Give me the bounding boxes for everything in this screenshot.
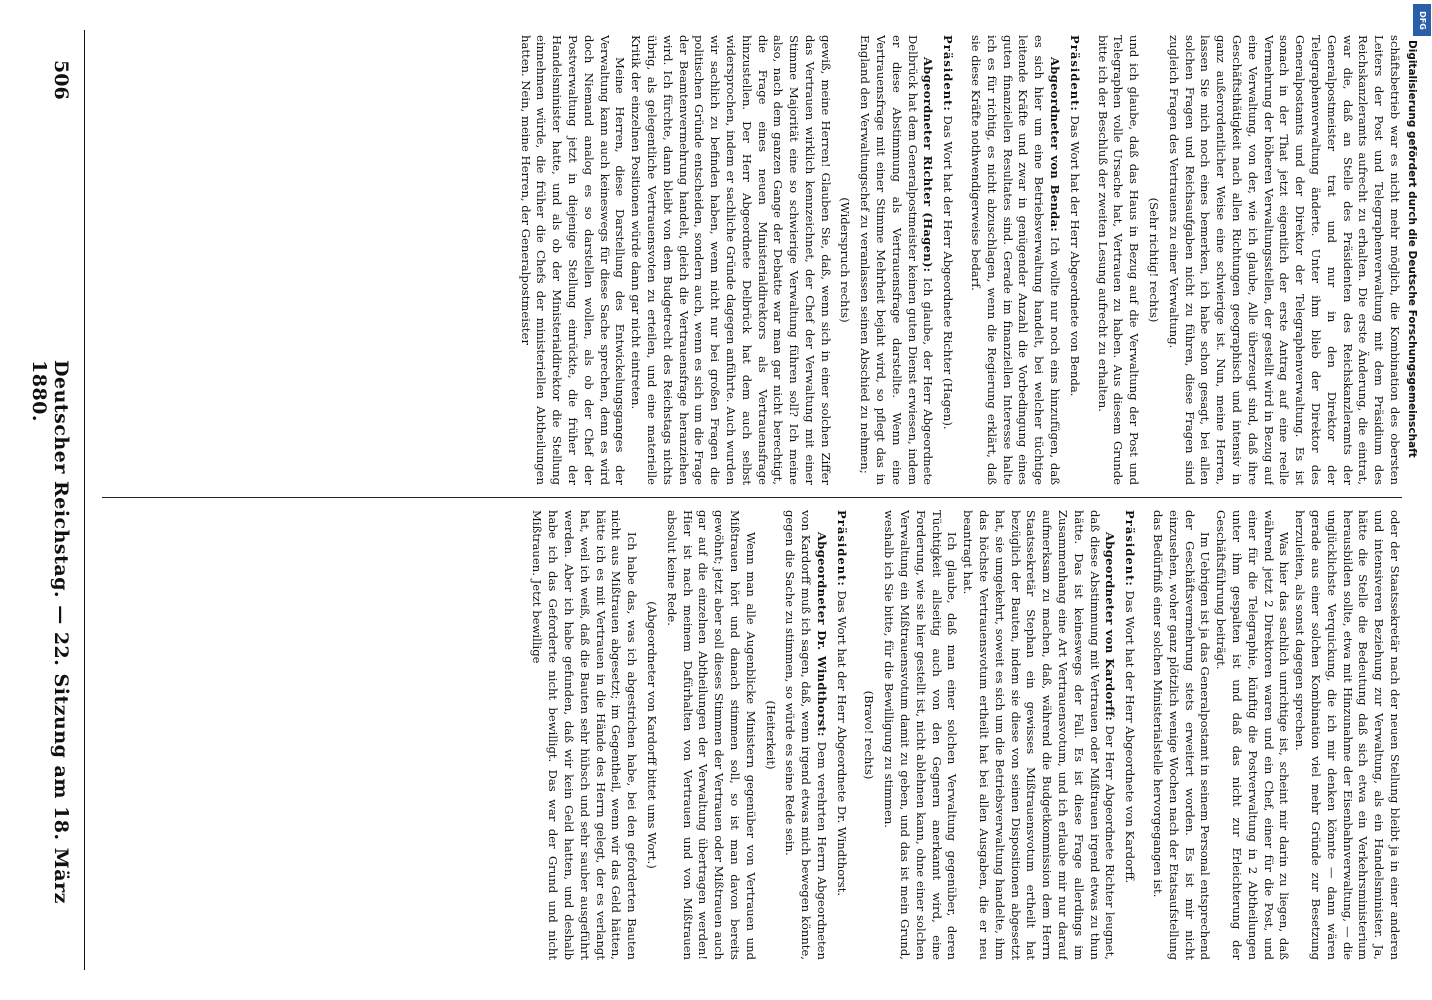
speaker-name: Abgeordneter von Kardorff:: [1103, 532, 1118, 722]
body-paragraph: schäftsbetrieb war es nicht mehr möglich, die Kombination des obersten Leiters der Post und Telegraphenverwaltung mit dem Präsidium des Reichskanzleramts aufrecht zu erhalten. Die erste Änderung, die eintrat, war die, daß an Stelle des Präsidenten des Reichskanzleramts der Generalpostmeister trat und nur in den Direktor der Telegraphenverwaltung änderte. Unter ihm blieb der Direktor des Generalpostamts und der Direktor der Telegraphenverwaltung. Es ist sonach in der That jetzt eigentlich der erste Antrag auf eine reelle Vermehrung der höheren Verwaltungsstellen, der gestellt wird in Bezug auf eine Verwaltung, von der, wie ich glaube, Alle überzeugt sind, daß ihre Geschäftsthätigkeit nach allen Richtungen geographisch und intensiv in ganz außerordentlicher Weise eine schwierige ist. Nun, meine Herren, lassen Sie mich noch eines bemerken, ich habe schon gesagt, bei allen solchen Fragen und Reichsaufgaben nicht zu führen, diese Fragen sind zugleich Fragen des Vertrauens zu einer Verwaltung.: [1166, 35, 1402, 485]
interjection: (Bravo! rechts): [862, 690, 877, 780]
president-announcement: [833, 510, 849, 960]
speech-text: Der Herr Abgeordnete Richter leugnet, daß diese Abstimmung mit Vertrauen oder Mißtrauen irgend etwas zu thun hätte. Das ist keineswegs der Fall. Es ist diese Frage allerdings im Zusammenhang eine Art Vertrauensvotum, und ich erlaube mir nur darauf aufmerksam zu machen, daß, während die Budgetkommission dem Herrn Staatssekretär Stephan ein gewisses Mißtrauensvotum ertheilt hat bezüglich der Bauten, indem sie diese von seinen Dispositionen abgesetzt hat, sie umgekehrt, soweit es sich um die Betriebsverwaltung handelte, ihm das höchste Vertrauensvotum ertheilt hat bei allen Ausgaben, die er neu beantragt hat.: [961, 510, 1118, 960]
body-paragraph: oder der Staatssekretär nach der neuen Stellung bleibt ja in einer anderen und intensiveren Beziehung zur Verwaltung, als ein Handelsminister. Ja, hätte die Stelle die Bedeutung daß sich etwa ein Verkehrsministerium herausbilden sollte, etwa mit Hinzunahme der Eisenbahnverwaltung, — die unglücklichste Verquickung, die ich mir denken könnte — dann wären gerade aus einer solchen Kombination viel mehr Gründe zur Besetzung herzuleiten, als sonst dagegen sprechen.: [1293, 510, 1402, 960]
page-header: [28, 60, 80, 970]
page-title: Deutscher Reichstag. — 22. Sitzung am 18. März 1880.: [28, 360, 72, 904]
dfg-logo-text: DFG: [1417, 10, 1427, 30]
speech-text: Das Wort hat der Herr Abgeordnete von Kardorff.: [1123, 586, 1138, 884]
body-paragraph: Ich habe das, was ich abgestrichen habe, bei den geforderten Bauten nicht aus Mißtrauen abgesetzt; im Gegentheil, wenn wir das Geld hätten, hätte ich es mit Vertrauen in die Hände des Herrn gelegt, der es verlangt hat, weil ich weiß, daß die Bauten sehr hübsch und sehr sauber ausgeführt werden. Aber ich habe gefunden, daß wir kein Geld hatten, und deshalb habe ich das Geforderte nicht bewilligt. Das war der Grund und nicht Mißtrauen. Jetzt bewillige: [530, 510, 640, 960]
speech-text: Das Wort hat der Herr Abgeordnete Dr. Windthorst.: [834, 586, 849, 897]
body-paragraph: gewiß, meine Herren! Glauben Sie, daß, wenn sich in einer solchen Ziffer das Vertrauen wirklich kennzeichnet, der Chef der Verwaltung mit einer Stimme Majorität eine so schwierige Verwaltung führen soll? Ich meine also, nach dem ganzen Gange der Debatte war man gar nicht berechtigt, die Frage eines neuen Ministerialdirektors als Vertrauensfrage hinzustellen. Der Herr Abgeordnete Delbrück hat dem auch selbst widersprochen, indem er sachliche Gründe dagegen anführte. Auch wurden wir sachlich zu befinden haben, wenn nicht nur bei großen Fragen die politischen Gründe entscheiden, sondern auch, wenn es sich um die Frage der Beamtenvermehrung handelt, gleich die Vertrauensfrage heranziehen wird. Ich fürchte, dann bleibt von dem Budgetrecht des Reichstags nichts übrig, als gelegentliche Vertrauensvoten zu erteilen, und eine materielle Kritik der einzelnen Positionen würde dann gar nicht eintreten.: [629, 35, 833, 485]
page-number: 506: [50, 60, 72, 100]
body-paragraph: und ich glaube, daß das Haus in Bezug auf die Verwaltung der Post und Telegraphen volle Ursache hat, Vertrauen zu haben. Aus diesem Grunde bitte ich der Beschluß der zweiten Lesung aufrecht zu erhalten.: [1095, 35, 1142, 485]
left-column: [102, 35, 1402, 485]
president-announcement: [1121, 510, 1137, 960]
interjection: (Sehr richtig! rechts): [1147, 197, 1162, 323]
speech-text: Ich wollte nur noch eins hinzufügen, daß es sich hier um eine Betriebsverwaltung handelt, bei welcher tüchtige leitende Kräfte und zwar in genügender Anzahl die Vorbedingung eines guten finanziellen Resultates sind. Gerade im finanziellen Interesse halte ich es für richtig, es nicht abzuschlagen, wenn die Regierung erklärt, daß sie diese Kräfte nothwendigerweise bedarf.: [969, 35, 1063, 485]
speaker-name: Präsident:: [941, 35, 956, 112]
speaker-name: Abgeordneter von Benda:: [1048, 57, 1063, 232]
speech-text: Das Wort hat der Herr Abgeordnete Richter (Hagen).: [941, 111, 956, 430]
body-paragraph: Ich glaube, daß man einer solchen Verwaltung gegenüber, deren Tüchtigkeit allseitig auch von den Gegnern anerkannt wird, eine Forderung, wie sie hier gestellt ist, nicht ablehnen kann, ohne einer solchen Verwaltung ein Mißtrauensvotum damit zu geben, und das ist mein Grund, weshalb ich Sie bitte, für die Bewilligung zu stimmen.: [882, 510, 960, 960]
speaker-name: Präsident:: [1123, 510, 1138, 587]
speech-text: Das Wort hat der Herr Abgeordnete von Benda.: [1067, 111, 1082, 397]
speaker-name: Abgeordneter Richter (Hagen):: [921, 57, 936, 273]
body-paragraph: Wenn man alle Augenblicke Ministern gegenüber von Vertrauen und Mißtrauen hört und danach stimmen soll, so ist man davon bereits gewöhnt; jetzt aber soll dieses Stimmen der Vertrauen oder Mißtrauen auch gar auf die einzelnen Abtheilungen der Verwaltung übertragen werden! Hier ist nach meinem Dafürhalten von Vertrauen und von Mißtrauen absolut keine Rede.: [664, 510, 758, 960]
president-announcement: [1066, 35, 1082, 485]
header-rule: [84, 30, 85, 970]
body-paragraph: Was hier das sachlich unrichtige ist, scheint mir darin zu liegen, daß während jetzt 2 Direktoren waren und ein Chef, einer für die Post, und einer für die Telegraphie, künftig die Postverwaltung in 2 Abtheilungen unter ihm gespalten ist und daß das nicht zur Erleichterung der Geschäftsführung beiträgt.: [1214, 510, 1292, 960]
speech-paragraph: [857, 35, 936, 485]
speech-paragraph: [967, 35, 1062, 485]
interjection: (Heiterkeit): [763, 700, 778, 770]
speech-paragraph: [782, 510, 829, 960]
speaker-name: Abgeordneter Dr. Windthorst:: [814, 532, 829, 737]
speech-text: Dem verehrten Herrn Abgeordneten von Kardorff muß ich sagen, daß, wenn irgend etwas mich bewegen könnte, gegen die Sache zu stimmen, so würde es seine Rede sein.: [783, 510, 829, 960]
interjection: (Widerspruch rechts): [838, 197, 853, 323]
president-announcement: [939, 35, 955, 485]
digitization-note: Digitalisierung gefördert durch die Deutsche Forschungsgemeinschaft: [1406, 40, 1418, 458]
body-paragraph: Meine Herren, diese Darstellung des Entwickelungsganges der Verwaltung kann auch keineswegs für diese Sache sprechen, denn es wird doch Niemand analog es so darstellen wollen, als ob der Chef der Postverwaltung jetzt in diejenige Stellung einrückte, die früher der Handelsminister hatte, und als ob der Ministerialdirektor die Stellung einnehmen würde, die früher die Chefs der ministeriellen Abtheilungen hatten. Nein, meine Herren, der Generalpostmeister: [518, 35, 628, 485]
right-column: [102, 510, 1402, 960]
column-divider: [102, 497, 1402, 498]
speech-paragraph: [959, 510, 1117, 960]
interjection: (Abgeordneter von Kardorff bittet ums Wort.): [644, 601, 659, 869]
speaker-name: Präsident:: [1067, 35, 1082, 112]
speaker-name: Präsident:: [834, 510, 849, 587]
dfg-logo: [1413, 4, 1431, 36]
speech-text: Ich glaube, der Herr Abgeordnete Delbrück hat dem Generalpostmeister keinen guten Dienst erwiesen, indem er diese Abstimmung als Vertrauensfrage darstellte. Wenn eine Vertrauensfrage mit einer Stimme Mehrheit bejaht wird, so pflegt das in England den Verwaltungschef zu veranlassen seinen Abschied zu nehmen;: [858, 35, 936, 485]
body-paragraph: Im Uebrigen ist ja das Generalpostamt in seinem Personal entsprechend der Geschäftsvermehrung stets erweitert worden. Es ist mir nicht einzusehen, woher ganz plötzlich wenige Wochen nach der Etatsaufstellung das Bedürfniß einer solchen Ministerialstelle hervorgegangen ist.: [1151, 510, 1213, 960]
